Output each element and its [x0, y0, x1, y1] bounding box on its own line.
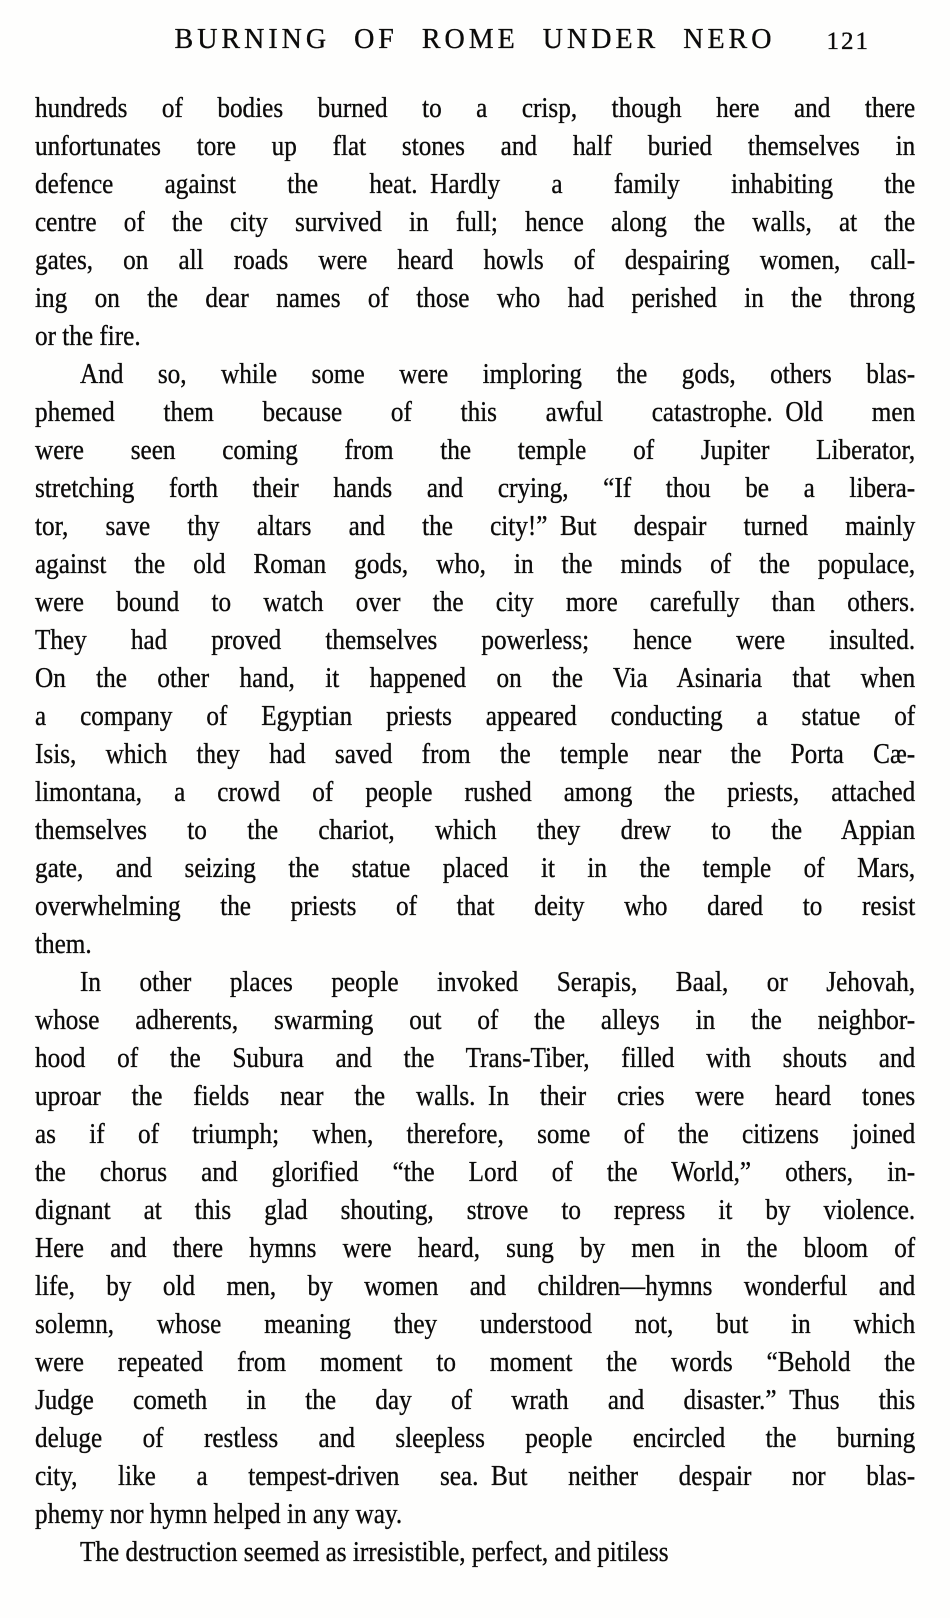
paragraph	[35, 90, 915, 356]
text-line: gates, on all roads were heard howls of despairing women, call-	[35, 245, 916, 276]
text-line: as if of triumph; when, therefore, some of the citizens joined	[35, 1119, 916, 1150]
text-line: centre of the city survived in full; hence along the walls, at the	[35, 207, 916, 238]
text-line: were seen coming from the temple of Jupiter Liberator,	[35, 435, 916, 466]
text-line: And so, while some were imploring the gods, others blas-	[80, 359, 916, 390]
text-line: defence against the heat. Hardly a family inhabiting the	[35, 169, 916, 200]
running-head-title: BURNING OF ROME UNDER NERO	[174, 24, 776, 55]
text-line: against the old Roman gods, who, in the minds of the populace,	[35, 549, 916, 580]
text-line: Here and there hymns were heard, sung by men in the bloom of	[35, 1233, 916, 1264]
text-line: solemn, whose meaning they understood not, but in which	[35, 1309, 916, 1340]
text-line: overwhelming the priests of that deity who dared to resist	[35, 891, 916, 922]
text-line: phemed them because of this awful catastrophe. Old men	[35, 397, 916, 428]
text-line: dignant at this glad shouting, strove to repress it by violence.	[35, 1195, 916, 1226]
text-line: stretching forth their hands and crying, “If thou be a libera-	[35, 473, 916, 504]
paragraph	[35, 356, 915, 964]
text-line: ing on the dear names of those who had perished in the throng	[35, 283, 916, 314]
text-line: a company of Egyptian priests appeared conducting a statue of	[35, 701, 916, 732]
page-number: 121	[826, 28, 870, 55]
text-line: limontana, a crowd of people rushed among the priests, attached	[35, 777, 916, 808]
page-body	[35, 90, 915, 1572]
text-line: the chorus and glorified “the Lord of the World,” others, in-	[35, 1157, 916, 1188]
text-line: Judge cometh in the day of wrath and disaster.” Thus this	[35, 1385, 916, 1416]
text-line: On the other hand, it happened on the Via Asinaria that when	[35, 663, 916, 694]
text-line: them.	[35, 929, 92, 960]
text-line: were bound to watch over the city more carefully than others.	[35, 587, 916, 618]
text-line: were repeated from moment to moment the words “Behold the	[35, 1347, 916, 1378]
text-line: life, by old men, by women and children—hymns wonderful and	[35, 1271, 916, 1302]
text-line: uproar the fields near the walls. In their cries were heard tones	[35, 1081, 916, 1112]
text-line: or the fire.	[35, 321, 141, 352]
text-line: They had proved themselves powerless; hence were insulted.	[35, 625, 916, 656]
text-line: whose adherents, swarming out of the alleys in the neighbor-	[35, 1005, 916, 1036]
text-line: unfortunates tore up flat stones and half buried themselves in	[35, 131, 916, 162]
text-line: phemy nor hymn helped in any way.	[35, 1499, 403, 1530]
text-line: In other places people invoked Serapis, Baal, or Jehovah,	[80, 967, 916, 998]
text-line: tor, save thy altars and the city!” But despair turned mainly	[35, 511, 916, 542]
text-line: Isis, which they had saved from the temple near the Porta Cæ-	[35, 739, 916, 770]
text-line: themselves to the chariot, which they drew to the Appian	[35, 815, 916, 846]
paragraph	[35, 964, 915, 1534]
text-line: hundreds of bodies burned to a crisp, though here and there	[35, 93, 916, 124]
text-line: The destruction seemed as irresistible, perfect, and pitiless	[80, 1537, 669, 1568]
text-line: hood of the Subura and the Trans-Tiber, filled with shouts and	[35, 1043, 916, 1074]
text-line: gate, and seizing the statue placed it in the temple of Mars,	[35, 853, 916, 884]
page-header	[0, 24, 950, 60]
text-line: deluge of restless and sleepless people encircled the burning	[35, 1423, 916, 1454]
paragraph	[35, 1534, 915, 1572]
text-line: city, like a tempest-driven sea. But neither despair nor blas-	[35, 1461, 916, 1492]
